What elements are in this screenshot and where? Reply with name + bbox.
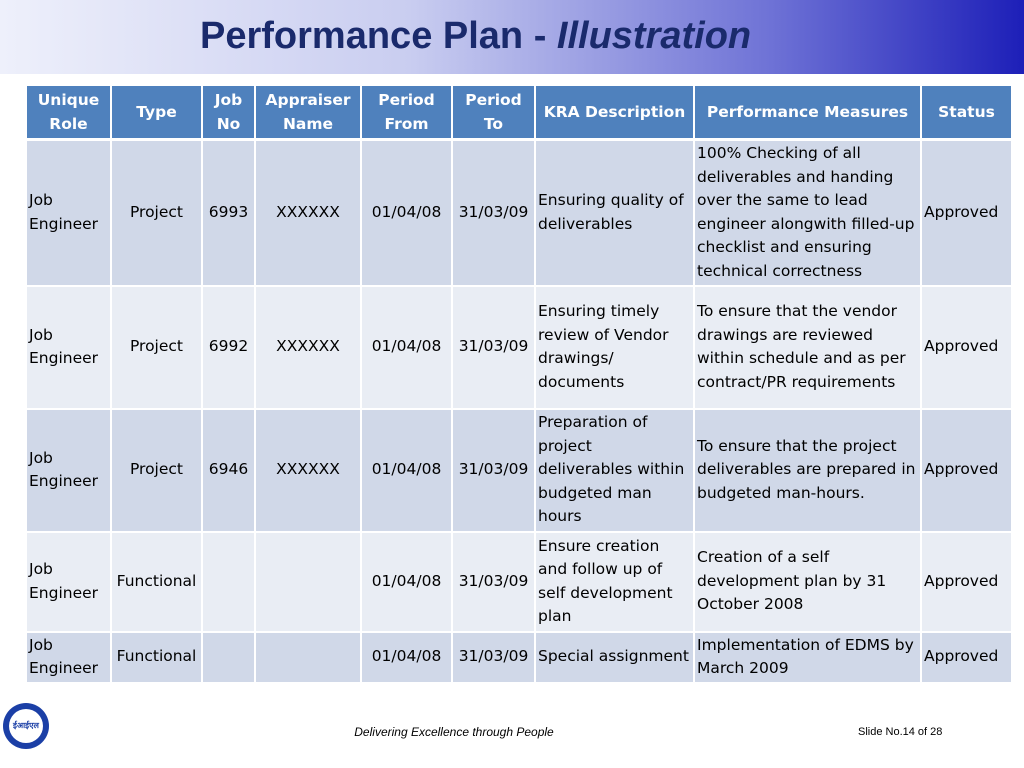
cell-status: Approved (921, 532, 1012, 632)
header-performance-measures: Performance Measures (694, 86, 921, 140)
cell-status: Approved (921, 409, 1012, 532)
title-italic: Illustration (556, 15, 752, 57)
slide-number: Slide No.14 of 28 (858, 726, 943, 738)
cell-kra: Special assignment (535, 632, 694, 683)
cell-period-from: 01/04/08 (361, 286, 452, 409)
cell-period-from: 01/04/08 (361, 532, 452, 632)
cell-kra: Ensuring timely review of Vendor drawings/ documents (535, 286, 694, 409)
cell-type: Project (111, 140, 202, 286)
cell-role: Job Engineer (27, 409, 111, 532)
cell-status: Approved (921, 632, 1012, 683)
cell-type: Functional (111, 532, 202, 632)
cell-appraiser (255, 532, 361, 632)
cell-status: Approved (921, 286, 1012, 409)
cell-measures: Creation of a self development plan by 31 October 2008 (694, 532, 921, 632)
table-row (27, 532, 1012, 632)
header-type: Type (111, 86, 202, 140)
cell-role: Job Engineer (27, 286, 111, 409)
cell-type: Project (111, 286, 202, 409)
cell-measures: To ensure that the project deliverables are prepared in budgeted man-hours. (694, 409, 921, 532)
performance-plan-table (27, 86, 1013, 684)
title-main: Performance Plan - (200, 15, 557, 57)
footer-tagline: Delivering Excellence through People (354, 725, 554, 739)
cell-type: Functional (111, 632, 202, 683)
cell-appraiser (255, 632, 361, 683)
cell-role: Job Engineer (27, 632, 111, 683)
table-row (27, 286, 1012, 409)
cell-period-to: 31/03/09 (452, 409, 535, 532)
cell-status: Approved (921, 140, 1012, 286)
table-row (27, 140, 1012, 286)
logo-text: ईआईएल (13, 721, 39, 730)
table-row (27, 632, 1012, 683)
header-job-no: Job No (202, 86, 255, 140)
cell-job-no: 6992 (202, 286, 255, 409)
header-row (27, 86, 1012, 140)
cell-appraiser: XXXXXX (255, 409, 361, 532)
cell-appraiser: XXXXXX (255, 140, 361, 286)
slide-title (200, 10, 751, 62)
cell-period-from: 01/04/08 (361, 409, 452, 532)
cell-period-to: 31/03/09 (452, 532, 535, 632)
cell-kra: Ensure creation and follow up of self development plan (535, 532, 694, 632)
cell-job-no (202, 532, 255, 632)
cell-role: Job Engineer (27, 532, 111, 632)
cell-period-to: 31/03/09 (452, 632, 535, 683)
cell-job-no (202, 632, 255, 683)
cell-period-to: 31/03/09 (452, 140, 535, 286)
header-appraiser-name: Appraiser Name (255, 86, 361, 140)
cell-measures: Implementation of EDMS by March 2009 (694, 632, 921, 683)
cell-period-from: 01/04/08 (361, 632, 452, 683)
header-unique-role: Unique Role (27, 86, 111, 140)
cell-appraiser: XXXXXX (255, 286, 361, 409)
cell-kra: Preparation of project deliverables within budgeted man hours (535, 409, 694, 532)
cell-kra: Ensuring quality of deliverables (535, 140, 694, 286)
cell-role: Job Engineer (27, 140, 111, 286)
header-period-from: Period From (361, 86, 452, 140)
cell-measures: 100% Checking of all deliverables and handing over the same to lead engineer alongwith filled-up checklist and ensuring technical correctness (694, 140, 921, 286)
cell-job-no: 6946 (202, 409, 255, 532)
cell-type: Project (111, 409, 202, 532)
header-kra-description: KRA Description (535, 86, 694, 140)
table-row (27, 409, 1012, 532)
cell-period-to: 31/03/09 (452, 286, 535, 409)
header-period-to: Period To (452, 86, 535, 140)
header-status: Status (921, 86, 1012, 140)
cell-period-from: 01/04/08 (361, 140, 452, 286)
cell-measures: To ensure that the vendor drawings are reviewed within schedule and as per contract/PR requirements (694, 286, 921, 409)
cell-job-no: 6993 (202, 140, 255, 286)
